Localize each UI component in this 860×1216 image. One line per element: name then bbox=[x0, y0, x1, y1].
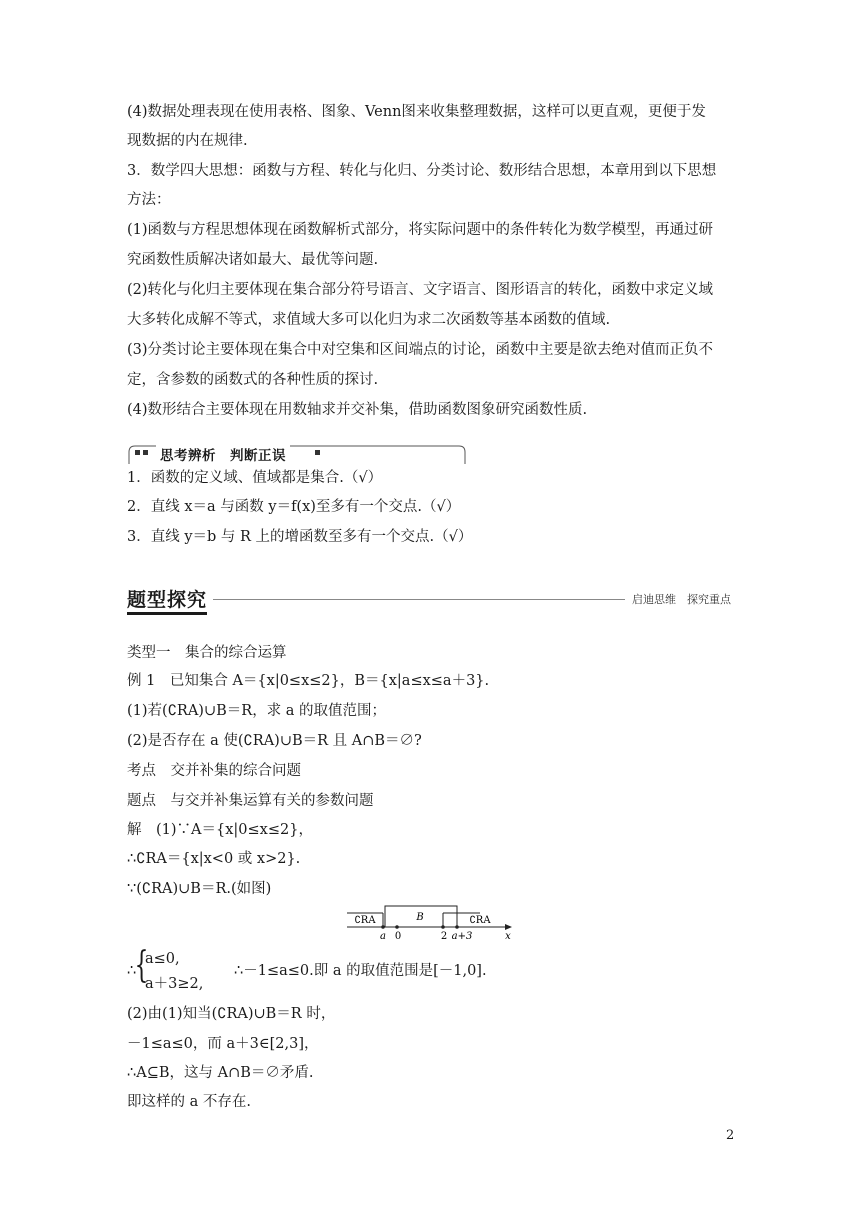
example-type: 类型一 集合的综合运算 bbox=[127, 645, 287, 661]
solution-line: 即这样的 a 不存在. bbox=[127, 1094, 251, 1110]
text-line: (1)函数与方程思想体现在函数解析式部分，将实际问题中的条件转化为数学模型，再通过研 bbox=[127, 222, 714, 238]
tick-a3: a+3 bbox=[451, 931, 473, 942]
text-line: (4)数据处理表现在使用表格、图象、Venn图来收集整理数据，这样可以更直观，更便于发 bbox=[127, 104, 706, 120]
solution-line: ∵(∁RA)∪B＝R.(如图) bbox=[127, 881, 272, 897]
question-2: (2)是否存在 a 使(∁RA)∪B＝R 且 A∩B＝∅? bbox=[127, 733, 422, 749]
kaodian: 考点 交并补集的综合问题 bbox=[127, 763, 301, 779]
tick-2: 2 bbox=[440, 931, 448, 942]
judge-item: 3．直线 y＝b 与 R 上的增函数至多有一个交点.（√） bbox=[127, 529, 473, 545]
label-complement-left: ∁RA bbox=[354, 915, 376, 926]
text-line: 现数据的内在规律. bbox=[127, 133, 248, 149]
example-statement: 例 1 已知集合 A＝{x|0≤x≤2}，B＝{x|a≤x≤a＋3}. bbox=[127, 673, 490, 689]
system-ineq-1: a≤0, bbox=[145, 951, 180, 967]
text-line: (2)转化与化归主要体现在集合部分符号语言、文字语言、图形语言的转化，函数中求定义域 bbox=[127, 282, 714, 298]
judge-item: 2．直线 x＝a 与函数 y＝f(x)至多有一个交点.（√） bbox=[127, 499, 461, 515]
solution-line: ∴∁RA＝{x|x<0 或 x>2}. bbox=[127, 851, 301, 867]
label-b: B bbox=[416, 912, 424, 923]
text-line: 方法： bbox=[127, 192, 171, 208]
solution-line: ∴A⊆B，这与 A∩B＝∅矛盾. bbox=[127, 1065, 314, 1081]
text-line: 究函数性质解决诸如最大、最优等问题. bbox=[127, 252, 379, 268]
text-line: 3．数学四大思想：函数与方程、转化与化归、分类讨论、数形结合思想，本章用到以下思想 bbox=[127, 163, 717, 179]
text-line: 定，含参数的函数式的各种性质的探讨. bbox=[127, 372, 379, 388]
label-complement-right: ∁RA bbox=[469, 915, 491, 926]
tick-0: 0 bbox=[394, 931, 402, 942]
section-subtitle: 启迪思维 探究重点 bbox=[632, 593, 731, 606]
therefore-symbol: ∴ bbox=[127, 963, 137, 979]
solution-line: 解 (1)∵A＝{x|0≤x≤2}， bbox=[127, 822, 313, 838]
system-brace: { bbox=[134, 945, 149, 986]
page-number: 2 bbox=[726, 1128, 735, 1143]
solution-line: ∴－1≤a≤0.即 a 的取值范围是[－1,0]. bbox=[234, 963, 487, 979]
solution-line: (2)由(1)知当(∁RA)∪B＝R 时， bbox=[127, 1006, 336, 1022]
text-line: 大多转化成解不等式，求值域大多可以化归为求二次函数等基本函数的值域. bbox=[127, 312, 611, 328]
judge-item: 1．函数的定义域、值域都是集合.（√） bbox=[127, 470, 383, 486]
question-1: (1)若(∁RA)∪B＝R，求 a 的取值范围； bbox=[127, 703, 387, 719]
tidian: 题点 与交并补集运算有关的参数问题 bbox=[127, 793, 374, 809]
section-rule bbox=[213, 599, 625, 600]
tick-x: x bbox=[505, 931, 511, 942]
banner-title: 思考辨析 判断正误 bbox=[156, 444, 290, 464]
number-line-diagram bbox=[345, 903, 515, 943]
tick-a: a bbox=[380, 931, 386, 942]
solution-line: －1≤a≤0，而 a＋3∈[2,3]， bbox=[127, 1036, 319, 1052]
think-banner bbox=[127, 442, 467, 466]
text-line: (3)分类讨论主要体现在集合中对空集和区间端点的讨论，函数中主要是欲去绝对值而正负不 bbox=[127, 342, 714, 358]
system-ineq-2: a＋3≥2, bbox=[145, 976, 204, 992]
text-line: (4)数形结合主要体现在用数轴求并交补集，借助函数图象研究函数性质. bbox=[127, 402, 588, 418]
section-title: 题型探究 bbox=[127, 588, 207, 615]
